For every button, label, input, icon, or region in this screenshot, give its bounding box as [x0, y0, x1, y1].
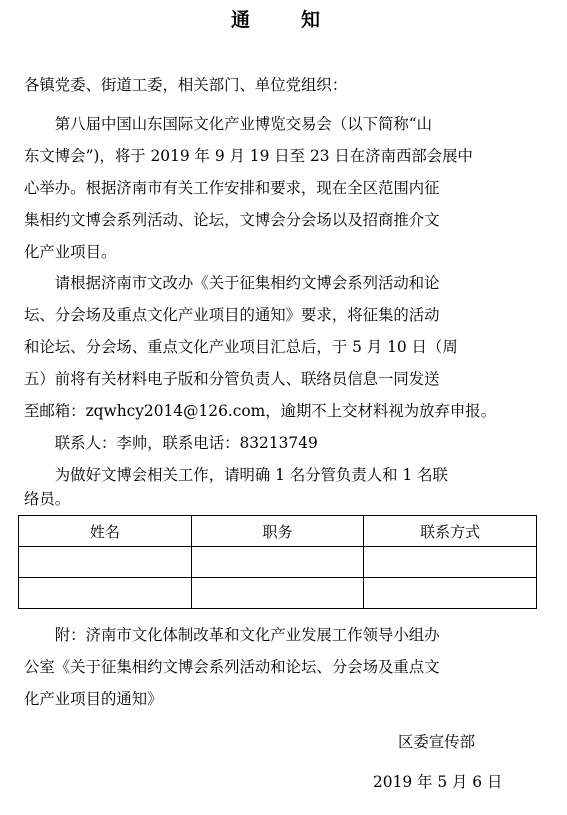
paragraph-line: 络员。: [24, 490, 71, 508]
table-cell[interactable]: [19, 578, 192, 609]
issuer: 区委宣传部: [398, 733, 475, 751]
paragraph-line: 坛、分会场及重点文化产业项目的通知》要求，将征集的活动: [24, 306, 440, 324]
paragraph-line: 五）前将有关材料电子版和分管负责人、联络员信息一同发送: [24, 370, 440, 388]
paragraph-line: 东文博会”)，将于 2019 年 9 月 19 日至 23 日在济南西部会展中: [24, 147, 473, 165]
contact-table: [18, 515, 537, 609]
paragraph-line: 心举办。根据济南市有关工作安排和要求，现在全区范围内征: [24, 179, 440, 197]
table-cell[interactable]: [191, 547, 364, 578]
table-header-contact: 联系方式: [364, 516, 537, 547]
table-header-row: [19, 516, 537, 547]
paragraph-line: 和论坛、分会场、重点文化产业项目汇总后，于 5 月 10 日（周: [24, 338, 458, 356]
table-header-position: 职务: [191, 516, 364, 547]
attachment-line: 附：济南市文化体制改革和文化产业发展工作领导小组办: [24, 626, 440, 644]
paragraph-line: 化产业项目。: [24, 243, 117, 261]
table-header-name: 姓名: [19, 516, 192, 547]
table-cell[interactable]: [364, 578, 537, 609]
contact-line: 联系人：李帅，联系电话：83213749: [24, 434, 318, 452]
attachment-line: 化产业项目的通知》: [24, 690, 163, 708]
salutation: 各镇党委、街道工委，相关部门、单位党组织：: [24, 76, 348, 94]
table-cell[interactable]: [364, 547, 537, 578]
attachment-line: 公室《关于征集相约文博会系列活动和论坛、分会场及重点文: [24, 658, 440, 676]
notice-title: 通 知: [230, 9, 336, 31]
table-cell[interactable]: [191, 578, 364, 609]
table-cell[interactable]: [19, 547, 192, 578]
paragraph-line: 为做好文博会相关工作，请明确 1 名分管负责人和 1 名联: [24, 466, 448, 484]
table-row: [19, 547, 537, 578]
table-row: [19, 578, 537, 609]
paragraph-line: 请根据济南市文改办《关于征集相约文博会系列活动和论: [24, 274, 440, 292]
issue-date: 2019 年 5 月 6 日: [373, 773, 503, 791]
paragraph-line: 集相约文博会系列活动、论坛，文博会分会场以及招商推介文: [24, 211, 440, 229]
email-line: 至邮箱：zqwhcy2014@126.com，逾期不上交材料视为放弃申报。: [24, 402, 497, 420]
paragraph-line: 第八届中国山东国际文化产业博览交易会（以下简称“山: [24, 115, 433, 133]
